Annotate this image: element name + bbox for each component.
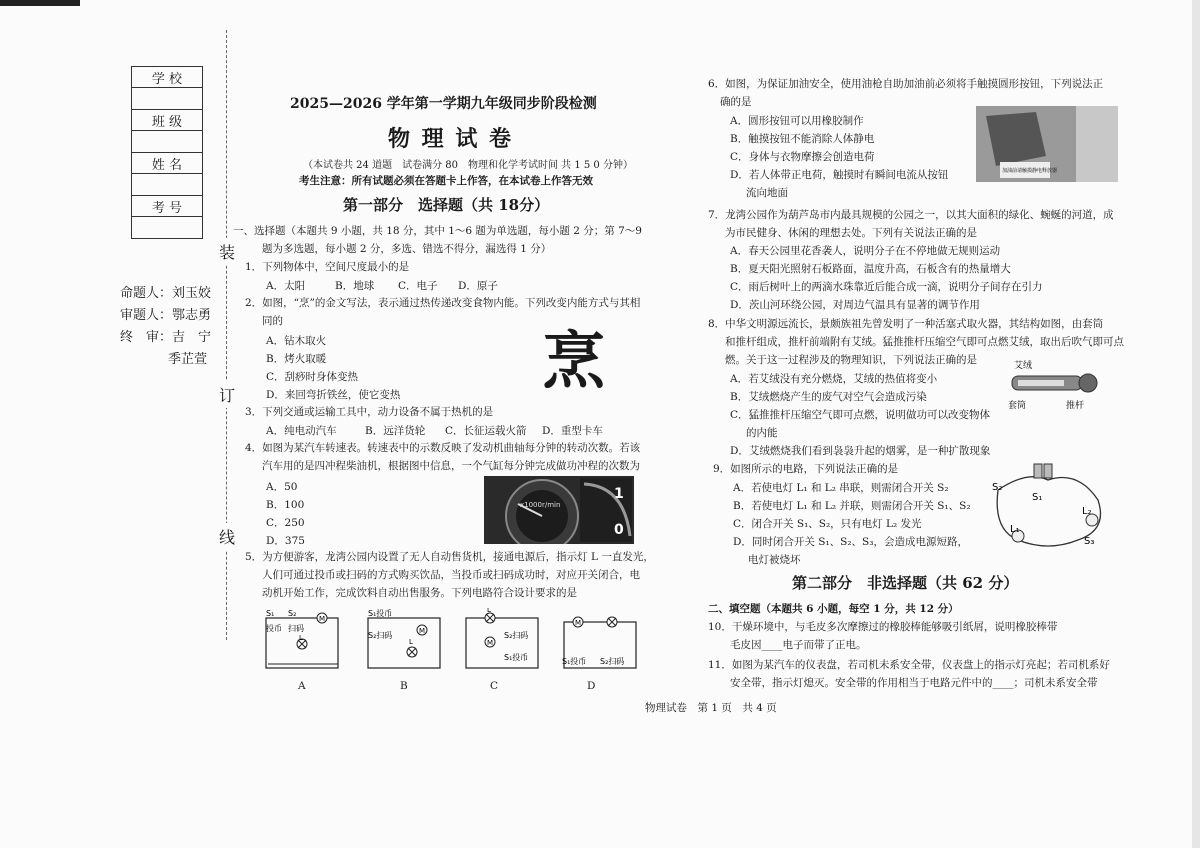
subject-title: 物 理 试 卷 (388, 126, 513, 152)
part1-heading: 第一部分 选择题（共 18分） (343, 196, 550, 214)
q6-option-d: D．若人体带正电荷，触摸时有瞬间电流从按钮 (730, 169, 949, 181)
q3-option-c: C．长征运载火箭 (445, 425, 527, 437)
fig-l1-label: L₁ (1010, 524, 1020, 535)
gauge-one-label: 1 (614, 486, 624, 502)
q8-stem-3: 燃。关于这一过程涉及的物理知识，下列说法正确的是 (725, 354, 977, 366)
q3-stem: 3．下列交通或运输工具中，动力设备不属于热机的是 (245, 406, 494, 418)
fire-piston-figure (998, 356, 1108, 412)
q11-line2: 安全带，指示灯熄灭。安全带的作用相当于电路元件中的____；司机未系安全带 (730, 677, 1098, 689)
circuit-c (462, 608, 544, 672)
switch-s2-label: S₂ (288, 609, 297, 618)
coin-label: 投币 (266, 624, 282, 633)
switch-s1-coin-label: S₁投币 (562, 657, 587, 666)
motor-label: M (419, 627, 426, 635)
q6-option-d-2: 流向地面 (746, 187, 788, 199)
switch-s2-scan-label: S₂扫码 (504, 631, 529, 640)
q1-stem: 1．下列物体中，空间尺度最小的是 (245, 261, 410, 273)
fig-ai-label: 艾绒 (1014, 361, 1033, 371)
binding-char-ding: 订 (219, 381, 235, 408)
q2-option-b: B．烤火取暖 (266, 353, 327, 365)
q8-stem-2: 和推杆组成，推杆前端附有艾绒。猛推推杆压缩空气即可点燃艾绒，取出后吹气即可点 (725, 336, 1124, 348)
class-field[interactable] (132, 131, 203, 153)
q10-line1: 10．干燥环境中，与毛皮多次摩擦过的橡胶棒能够吸引纸屑，说明橡胶棒带 (708, 621, 1058, 633)
fig-s2-label: S₂ (992, 482, 1003, 493)
gauge-zero-label: 0 (614, 522, 624, 538)
circuit-b (364, 608, 446, 672)
q1-option-b: B．地球 (335, 280, 375, 292)
q3-option-b: B．远洋货轮 (365, 425, 426, 437)
lamp-label: L (487, 608, 491, 614)
circuit-b-label: B (400, 680, 408, 692)
motor-label: M (487, 639, 494, 647)
lamp-label: L (299, 634, 303, 642)
fuel-pump-photo (976, 106, 1118, 182)
q11-line1: 11．如图为某汽车的仪表盘，若司机未系安全带，仪表盘上的指示灯亮起；若司机系好 (708, 659, 1110, 671)
q7-option-b: B．夏天阳光照射石板路面，温度升高，石板含有的热量增大 (730, 263, 1011, 275)
circuit-c-label: C (490, 680, 499, 692)
q1-option-a: A．太阳 (266, 280, 306, 292)
setter: 命题人：刘玉姣 (120, 286, 212, 301)
q2-stem-2: 同的 (262, 315, 283, 327)
q9-option-c: C．闭合开关 S₁、S₂，只有电灯 L₂ 发光 (733, 518, 922, 530)
q1-option-d: D．原子 (458, 280, 498, 292)
q6-option-c: C．身体与衣物摩擦会创造电荷 (730, 151, 875, 163)
fig-s3-label: S₃ (1084, 536, 1095, 547)
motor-label: M (319, 615, 326, 623)
switch-s2-scan-label: S₂扫码 (368, 631, 393, 640)
number-label: 考 号 (132, 196, 203, 217)
school-field[interactable] (132, 88, 203, 110)
number-field[interactable] (132, 217, 203, 239)
scan-label: 扫码 (288, 624, 304, 633)
fig-l2-label: L₂ (1082, 506, 1092, 517)
q8-option-d: D．艾绒燃烧我们看到袅袅升起的烟雾，是一种扩散现象 (730, 445, 991, 457)
q2-option-a: A．钻木取火 (266, 335, 327, 347)
q7-option-d: D．茨山河环绕公园，对周边气温具有显著的调节作用 (730, 299, 980, 311)
binding-char-zhuang: 装 (219, 238, 235, 265)
fig-sleeve-label: 套筒 (1008, 401, 1027, 411)
exam-warning: 考生注意：所有试题必须在答题卡上作答，在本试卷上作答无效 (299, 175, 593, 187)
q8-option-b: B．艾绒燃烧产生的废气对空气会造成污染 (730, 391, 927, 403)
part2-intro: 二、填空题（本题共 6 小题，每空 1 分，共 12 分） (708, 603, 959, 615)
q4-option-d: D．375 (266, 535, 305, 547)
lamp-label: L (409, 638, 413, 646)
q5-stem: 5．为方便游客，龙湾公园内设置了无人自动售货机，接通电源后，指示灯 L 一直发光， (245, 551, 654, 563)
final-reviewer-second: 季芷萱 (168, 352, 208, 367)
switch-s1-coin-label: S₁投币 (368, 609, 393, 618)
switch-s1-coin-label: S₁投币 (504, 653, 529, 662)
q8-option-a: A．若艾绒没有充分燃烧，艾绒的热值将变小 (730, 373, 938, 385)
q2-stem: 2．如图，“烹”的金文写法，表示通过热传递改变食物内能。下列改变内能方式与其相 (245, 297, 641, 309)
peng-glyph-figure: 烹 (543, 324, 606, 397)
q8-stem: 8．中华文明源远流长，景颇族祖先曾发明了一种活塞式取火器，其结构如图，由套筒 (708, 318, 1104, 330)
q6-option-a: A．圆形按钮可以用橡胶制作 (730, 115, 864, 127)
q5-stem-2: 人们可通过投币或扫码的方式购买饮品，当投币或扫码成功时，对应开关闭合，电 (262, 569, 640, 581)
name-label: 姓 名 (132, 153, 203, 174)
q8-option-c: C．猛推推杆压缩空气即可点燃，说明做功可以改变物体 (730, 409, 991, 421)
part2-heading: 第二部分 非选择题（共 62 分） (792, 574, 1019, 592)
q7-option-c: C．雨后树叶上的两滴水珠靠近后能合成一滴，说明分子间存在引力 (730, 281, 1043, 293)
q4-option-a: A．50 (266, 481, 298, 493)
q1-option-c: C．电子 (398, 280, 438, 292)
q4-stem: 4．如图为某汽车转速表。转速表中的示数反映了发动机曲轴每分钟的转动次数。若该 (245, 442, 641, 454)
class-label: 班 级 (132, 110, 203, 131)
student-info-table (131, 66, 203, 239)
scan-edge-top (0, 0, 80, 6)
page-footer: 物理试卷 第 1 页 共 4 页 (645, 702, 777, 714)
circuit-a-label: A (298, 680, 306, 692)
final-reviewer: 终 审：吉 宁 (120, 330, 212, 345)
q9-option-b: B．若使电灯 L₁ 和 L₂ 并联，则需闭合开关 S₁、S₂ (733, 500, 971, 512)
q6-stem-2: 确的是 (720, 96, 752, 108)
part1-intro: 一、选择题（本题共 9 小题，共 18 分，其中 1～6 题为单选题，每小题 2 分；第 7～9 (233, 225, 642, 237)
q3-option-d: D．重型卡车 (542, 425, 603, 437)
circuit-d-label: D (587, 680, 596, 692)
q10-line2: 毛皮因____电子而带了正电。 (730, 639, 867, 651)
q9-option-d: D．同时闭合开关 S₁、S₂、S₃，会造成电源短路， (733, 536, 968, 548)
exam-title: 2025—2026 学年第一学期九年级同步阶段检测 (290, 96, 597, 112)
q6-stem: 6．如图，为保证加油安全，使用油枪自助加油前必须将手触摸圆形按钮，下列说法正 (708, 78, 1104, 90)
q6-option-b: B．触摸按钮不能消除人体静电 (730, 133, 875, 145)
q2-option-d: D．来回弯折铁丝，使它变热 (266, 389, 401, 401)
q7-option-a: A．春天公园里花香袭人，说明分子在不停地做无规则运动 (730, 245, 1001, 257)
q2-option-c: C．刮痧时身体变热 (266, 371, 359, 383)
q7-stem: 7．龙湾公园作为葫芦岛市内最具规模的公园之一，以其大面积的绿化、蜿蜒的河道，成 (708, 209, 1114, 221)
q9-circuit-figure (988, 460, 1116, 556)
name-field[interactable] (132, 174, 203, 196)
q9-stem: 9．如图所示的电路，下列说法正确的是 (713, 463, 899, 475)
reviewer: 审题人：鄂志勇 (120, 308, 212, 323)
q9-option-d-2: 电灯被烧坏 (748, 554, 801, 566)
motor-label: M (575, 619, 582, 627)
q4-option-b: B．100 (266, 499, 305, 511)
exam-note: （本试卷共 24 道题 试卷满分 80 物理和化学考试时间 共 1 5 0 分钟） (303, 160, 633, 171)
scan-edge-right (1192, 0, 1200, 848)
q4-option-c: C．250 (266, 517, 305, 529)
static-sign-text: 加油前请触摸静电释放器 (1002, 168, 1058, 174)
q4-stem-2: 汽车用的是四冲程柴油机，根据图中信息，一个气缸每分钟完成做功冲程的次数为 (262, 460, 640, 472)
fig-rod-label: 推杆 (1066, 401, 1085, 411)
q7-stem-2: 为市民健身、休闲的理想去处。下列有关说法正确的是 (725, 227, 977, 239)
school-label: 学 校 (132, 67, 203, 88)
q9-option-a: A．若使电灯 L₁ 和 L₂ 串联，则需闭合开关 S₂ (733, 482, 949, 494)
switch-s2-scan-label: S₂扫码 (600, 657, 625, 666)
q3-option-a: A．纯电动汽车 (266, 425, 337, 437)
switch-s1-label: S₁ (266, 609, 275, 618)
binding-char-xian: 线 (219, 523, 235, 550)
tachometer-figure (484, 476, 634, 544)
q8-option-c-2: 的内能 (746, 427, 778, 439)
circuit-a (262, 608, 344, 672)
q5-stem-3: 动机开始工作，完成饮料自动出售服务。下列电路符合设计要求的是 (262, 587, 577, 599)
circuit-d (560, 608, 642, 672)
part1-intro-2: 题为多选题，每小题 2 分，多选、错选不得分，漏选得 1 分） (262, 243, 552, 255)
fig-s1-label: S₁ (1032, 492, 1043, 503)
gauge-unit-label: x1000r/min (520, 501, 561, 509)
